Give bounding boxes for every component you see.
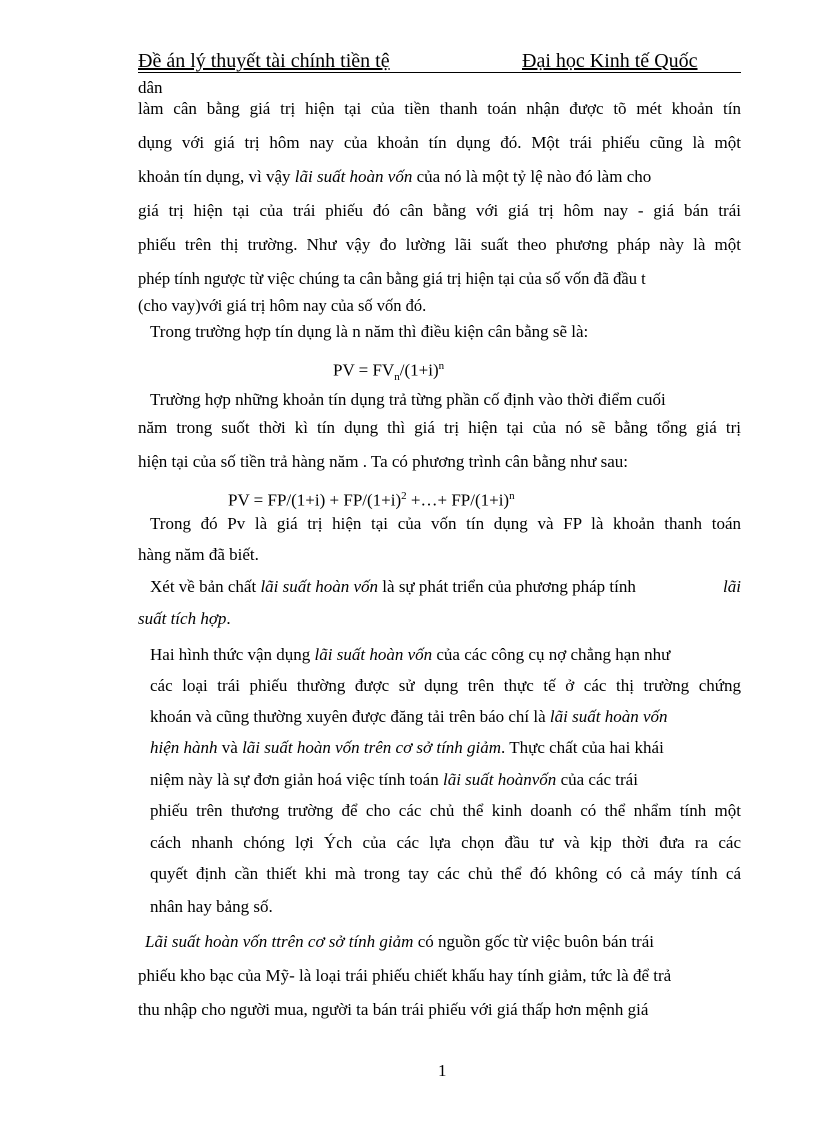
text-line: phiếu trên thương trường để cho các chủ thể kinh doanh có thể nhẩm tính một — [150, 801, 741, 820]
formula-sup: 2 — [401, 490, 407, 502]
text-line: hiện tại của số tiền trả hàng năm . Ta có phương trình cân bằng như sau: — [138, 452, 628, 471]
italic-term: lãi suất hoàn vốn — [314, 645, 433, 664]
text-line: Trong đó Pv là giá trị hiện tại của vốn tín dụng và FP là khoản thanh toán — [150, 514, 741, 533]
formula-part: /(1+i) — [399, 360, 439, 380]
formula-part: PV = FV — [333, 360, 395, 380]
text-span: của nó là một tỷ lệ nào đó làm cho — [412, 167, 652, 186]
formula-part: +…+ FP/(1+i) — [406, 490, 510, 510]
italic-term: lãi suất hoàn vốn — [549, 707, 668, 726]
text-span: của các công cụ nợ chẳng hạn như — [432, 645, 671, 664]
italic-term: Lãi suất hoàn vốn ttrên cơ sở tính giảm — [145, 932, 414, 951]
text-line: các loại trái phiếu thường được sử dụng trên thực tế ở các thị trường chứng — [150, 676, 741, 695]
text-line — [150, 707, 668, 727]
text-line: phiếu trên thị trường. Như vậy đo lường lãi suất theo phương pháp này là một — [138, 235, 741, 254]
formula-sup: n — [509, 490, 515, 502]
text-span: niệm này là sự đơn giản hoá việc tính toán — [150, 770, 443, 789]
text-line: phiếu kho bạc của Mỹ- là loại trái phiếu chiết khấu hay tính giảm, tức là để trả — [138, 966, 672, 985]
text-line — [150, 645, 670, 665]
text-line — [150, 577, 741, 597]
text-line — [138, 609, 231, 629]
italic-term: lãi suất hoàn vốn — [260, 577, 379, 596]
formula-annuity — [228, 486, 515, 511]
page-number: 1 — [438, 1061, 447, 1080]
italic-term: hiện hành — [150, 738, 218, 757]
text-line: Trong trường hợp tín dụng là n năm thì điều kiện cân bằng sẽ là: — [150, 322, 589, 341]
header-right-title: Đại học Kinh tế Quốc — [522, 50, 698, 72]
page-header — [138, 50, 741, 97]
text-span: Xét về bản chất — [150, 577, 261, 596]
text-span: có nguồn gốc từ việc buôn bán trái — [413, 932, 654, 951]
formula-sup: n — [438, 360, 445, 372]
text-line: làm cân bằng giá trị hiện tại của tiền thanh toán nhận được tõ mét khoản tín — [138, 99, 741, 118]
header-continuation: dân — [138, 78, 163, 97]
text-line — [150, 770, 638, 790]
text-line: Trường hợp những khoản tín dụng trả từng phần cố định vào thời điểm cuối — [150, 390, 666, 409]
text-line — [150, 738, 664, 758]
text-span: của các trái — [556, 770, 638, 789]
text-line: (cho vay)với giá trị hôm nay của số vốn đó. — [138, 296, 427, 315]
formula-part: PV = FP/(1+i) + FP/(1+i) — [228, 490, 402, 510]
italic-term: lãi suất hoàn vốn trên cơ sở tính giảm — [242, 738, 502, 757]
header-rule — [138, 50, 741, 73]
formula-sub: n — [394, 371, 400, 384]
text-line: năm trong suốt thời kì tín dụng thì giá trị hiện tại của nó sẽ bằng tổng giá trị — [138, 418, 741, 437]
formula-present-value — [333, 356, 444, 387]
text-span: . Thực chất của hai khái — [501, 738, 664, 757]
italic-term: lãi suất hoànvốn — [442, 770, 557, 789]
italic-term: lãi suất hoàn vốn — [294, 167, 413, 186]
text-line: thu nhập cho người mua, người ta bán trái phiếu với giá thấp hơn mệnh giá — [138, 1000, 649, 1019]
text-line: giá trị hiện tại của trái phiếu đó cân bằng với giá trị hôm nay - giá bán trái — [138, 201, 741, 220]
text-line: cách nhanh chóng lợi Ých của các lựa chọn đầu tư và kịp thời đưa ra các — [150, 833, 741, 852]
italic-term: suất tích hợp — [138, 609, 227, 628]
text-line: hàng năm đã biết. — [138, 545, 259, 564]
text-line — [138, 167, 651, 187]
header-left-title: Đề án lý thuyết tài chính tiền tệ — [138, 50, 390, 72]
text-line: nhân hay bảng số. — [150, 897, 273, 916]
text-span: và — [217, 738, 243, 757]
text-line — [145, 932, 654, 952]
text-span: khoản tín dụng, vì vậy — [138, 167, 295, 186]
text-line: dụng với giá trị hôm nay của khoản tín dụng đó. Một trái phiếu cũng là một — [138, 133, 741, 152]
italic-term: lãi — [723, 577, 741, 596]
text-span: là sự phát triển của phương pháp tính — [378, 577, 636, 596]
text-span: khoán và cũng thường xuyên được đăng tải trên báo chí là — [150, 707, 550, 726]
text-line: quyết định cần thiết khi mà trong tay các chủ thể đó không có cả máy tính cá — [150, 864, 741, 883]
text-span: . — [226, 609, 231, 628]
text-line: phép tính ngược từ việc chúng ta cân bằng giá trị hiện tại của số vốn đã đầu t — [138, 269, 646, 288]
text-span: Hai hình thức vận dụng — [150, 645, 315, 664]
